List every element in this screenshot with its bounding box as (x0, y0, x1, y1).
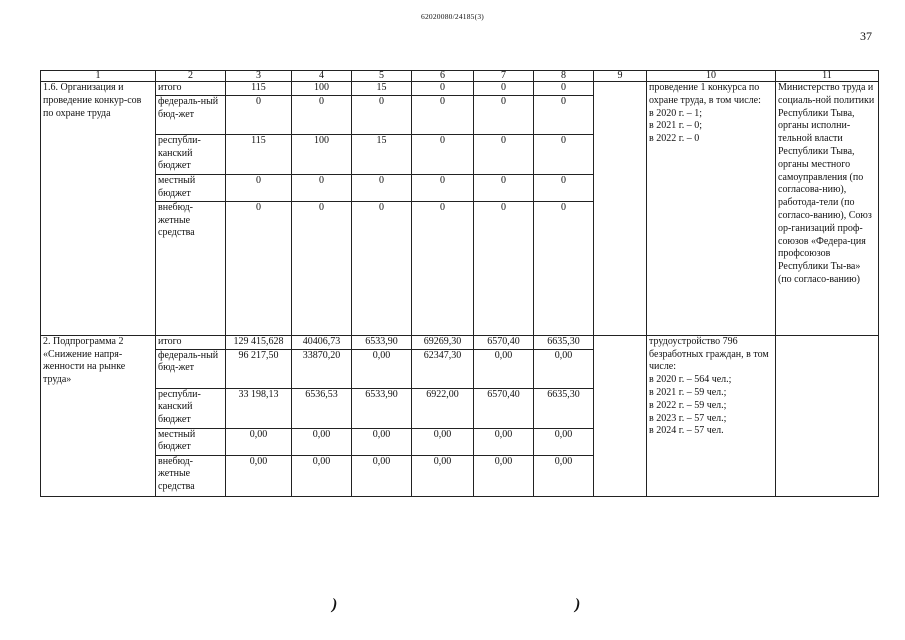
executor-text: Министерство труда и социаль-ной политики Республики Тыва, органы исполни-тельной власти Республики Тыва, органы местного самоуправления (по согласова-нию), работода-тели (по согласо-ванию), Союз ор-ганизаций проф-союзов «Федера-ция профсоюзов Республики Ты-ва» (по согласо-ванию) (776, 82, 879, 336)
section-title: 2. Подпрограмма 2 «Снижение напря-женности на рынке труда» (41, 335, 156, 496)
value-cell: 0 (292, 201, 352, 335)
column-number: 6 (412, 71, 474, 82)
value-cell: 15 (352, 134, 412, 174)
value-cell: 0 (474, 201, 534, 335)
funding-source: местный бюджет (156, 174, 226, 201)
value-cell: 0 (412, 82, 474, 96)
value-cell: 6922,00 (412, 388, 474, 428)
value-cell: 15 (352, 82, 412, 96)
value-cell: 33870,20 (292, 349, 352, 388)
value-cell: 6536,53 (292, 388, 352, 428)
footer-mark: ) (575, 596, 581, 613)
table-row (41, 335, 879, 349)
value-cell: 0 (534, 95, 594, 134)
value-cell: 0 (352, 174, 412, 201)
value-cell: 0 (226, 95, 292, 134)
value-cell: 0 (292, 174, 352, 201)
value-cell: 0,00 (292, 455, 352, 496)
value-cell: 96 217,50 (226, 349, 292, 388)
result-line: в 2022 г. – 0 (649, 133, 700, 145)
value-cell: 0 (292, 95, 352, 134)
empty-cell (594, 82, 647, 336)
result-line: трудоустройство 796 безработных граждан, в том числе: (649, 335, 769, 373)
table-row (41, 82, 879, 96)
value-cell: 0 (352, 201, 412, 335)
value-cell: 0,00 (226, 428, 292, 455)
value-cell: 40406,73 (292, 335, 352, 349)
column-number: 2 (156, 71, 226, 82)
funding-source: федераль-ный бюд-жет (156, 349, 226, 388)
value-cell: 62347,30 (412, 349, 474, 388)
value-cell: 0,00 (474, 349, 534, 388)
result-line: в 2024 г. – 57 чел. (649, 425, 724, 437)
column-number: 3 (226, 71, 292, 82)
column-number: 5 (352, 71, 412, 82)
result-text (647, 82, 776, 336)
document-id: 62020080/24185(3) (421, 12, 484, 21)
funding-source: внебюд-жетные средства (156, 455, 226, 496)
value-cell: 0 (534, 82, 594, 96)
value-cell: 0 (226, 174, 292, 201)
column-number: 9 (594, 71, 647, 82)
value-cell: 0 (412, 201, 474, 335)
value-cell: 0 (534, 174, 594, 201)
funding-source: республи-канский бюджет (156, 388, 226, 428)
value-cell: 0,00 (534, 455, 594, 496)
value-cell: 0 (226, 201, 292, 335)
value-cell: 0,00 (352, 455, 412, 496)
empty-cell (594, 335, 647, 496)
funding-source: итого (156, 335, 226, 349)
value-cell: 0,00 (534, 428, 594, 455)
column-number-row (41, 71, 879, 82)
value-cell: 129 415,628 (226, 335, 292, 349)
funding-source: внебюд-жетные средства (156, 201, 226, 335)
column-number: 8 (534, 71, 594, 82)
value-cell: 0,00 (352, 349, 412, 388)
value-cell: 0,00 (226, 455, 292, 496)
footer-mark: ) (332, 596, 338, 613)
result-line: в 2023 г. – 57 чел.; (649, 412, 727, 424)
value-cell: 0 (534, 134, 594, 174)
value-cell: 6533,90 (352, 388, 412, 428)
value-cell: 0 (352, 95, 412, 134)
funding-source: федераль-ный бюд-жет (156, 95, 226, 134)
value-cell: 33 198,13 (226, 388, 292, 428)
program-table (40, 70, 879, 497)
value-cell: 0,00 (474, 455, 534, 496)
value-cell: 100 (292, 134, 352, 174)
value-cell: 100 (292, 82, 352, 96)
value-cell: 0 (474, 174, 534, 201)
value-cell: 6635,30 (534, 388, 594, 428)
executor-text (776, 335, 879, 496)
value-cell: 0 (474, 82, 534, 96)
value-cell: 6635,30 (534, 335, 594, 349)
value-cell: 0 (412, 174, 474, 201)
value-cell: 0,00 (352, 428, 412, 455)
result-line: в 2020 г. – 1; (649, 107, 702, 119)
column-number: 4 (292, 71, 352, 82)
result-text (647, 335, 776, 496)
value-cell: 0,00 (292, 428, 352, 455)
value-cell: 6570,40 (474, 388, 534, 428)
column-number: 11 (776, 71, 879, 82)
column-number: 1 (41, 71, 156, 82)
value-cell: 0 (474, 95, 534, 134)
value-cell: 0 (534, 201, 594, 335)
value-cell: 6533,90 (352, 335, 412, 349)
value-cell: 0,00 (412, 428, 474, 455)
value-cell: 0 (412, 134, 474, 174)
value-cell: 115 (226, 134, 292, 174)
page-number: 37 (860, 29, 872, 43)
funding-source: республи-канский бюджет (156, 134, 226, 174)
value-cell: 0,00 (412, 455, 474, 496)
result-line: в 2021 г. – 0; (649, 120, 702, 132)
column-number: 7 (474, 71, 534, 82)
section-title: 1.6. Организация и проведение конкур-сов по охране труда (41, 82, 156, 336)
funding-source: итого (156, 82, 226, 96)
value-cell: 0,00 (474, 428, 534, 455)
result-line: в 2022 г. – 59 чел.; (649, 399, 727, 411)
value-cell: 0,00 (534, 349, 594, 388)
value-cell: 0 (474, 134, 534, 174)
result-line: в 2021 г. – 59 чел.; (649, 386, 727, 398)
funding-source: местный бюджет (156, 428, 226, 455)
result-line: в 2020 г. – 564 чел.; (649, 374, 732, 386)
value-cell: 115 (226, 82, 292, 96)
column-number: 10 (647, 71, 776, 82)
value-cell: 0 (412, 95, 474, 134)
result-line: проведение 1 конкурса по охране труда, в том числе: (649, 82, 761, 106)
value-cell: 69269,30 (412, 335, 474, 349)
value-cell: 6570,40 (474, 335, 534, 349)
